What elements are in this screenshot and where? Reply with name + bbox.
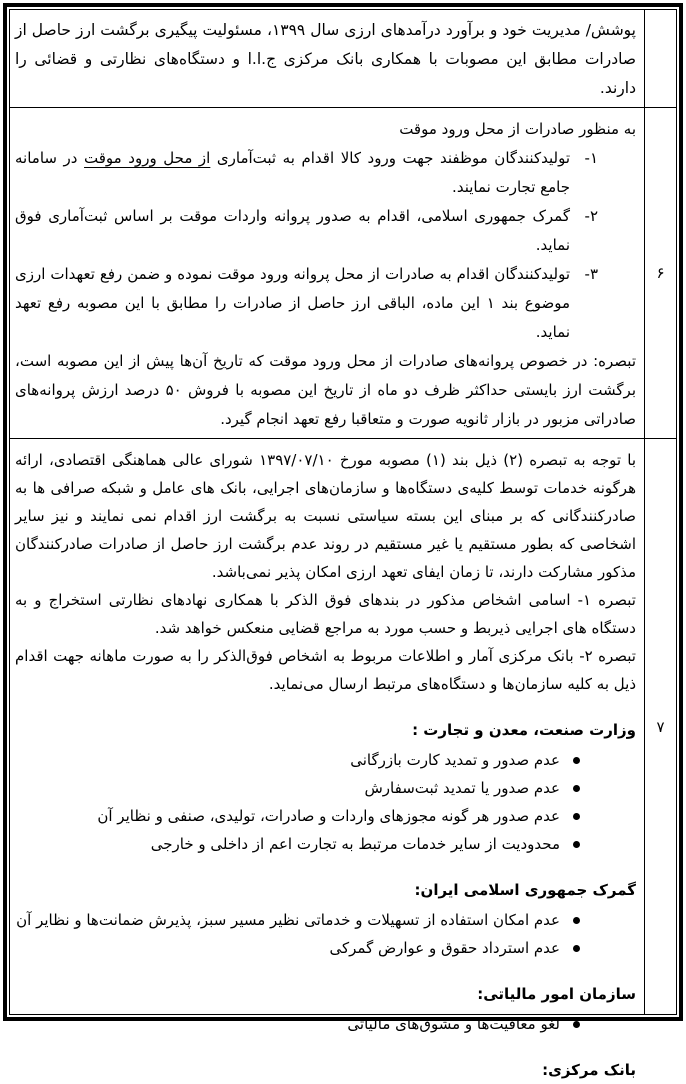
item-text: تولیدکنندگان اقدام به صادرات از محل پروانه ورود موقت نموده و ضمن رفع تعهدات ارزی موضوع بند ۱ این ماده، الباقی ارز حاصل از صادرات را مطابق با این مصوبه رفع تعهد نماید. bbox=[15, 265, 570, 341]
item-text-segment: در سامانه جامع تجارت نمایند. bbox=[15, 149, 570, 196]
bullet-dot-icon bbox=[560, 830, 580, 858]
paragraph: به منظور صادرات از محل ورود موقت bbox=[399, 120, 636, 138]
row-number-cell bbox=[644, 108, 676, 438]
bullet-item bbox=[15, 1010, 636, 1038]
bullet-item bbox=[15, 774, 636, 802]
numbered-item bbox=[15, 202, 636, 260]
bullet-item bbox=[15, 802, 636, 830]
document-table bbox=[9, 9, 677, 1079]
bullet-item bbox=[15, 746, 636, 774]
row-number: ۷ bbox=[656, 717, 665, 736]
item-text bbox=[15, 144, 570, 202]
table-row-7 bbox=[10, 438, 676, 1079]
item-number: ۳- bbox=[584, 265, 598, 283]
bullet-text: عدم صدور و تمدید کارت بازرگانی bbox=[350, 751, 560, 769]
table-row-6 bbox=[10, 107, 676, 438]
underlined-phrase: از محل ورود موقت bbox=[84, 149, 211, 167]
section-heading: سازمان امور مالیاتی: bbox=[477, 985, 636, 1003]
bullet-list bbox=[15, 746, 636, 858]
item-text-segment: تولیدکنندگان موظفند جهت ورود کالا اقدام به ثبت‌آماری bbox=[210, 149, 570, 167]
bullet-list bbox=[15, 906, 636, 962]
numbered-item bbox=[15, 260, 636, 347]
bullet-text: عدم صدور هر گونه مجوزهای واردات و صادرات، تولیدی، صنفی و نظایر آن bbox=[97, 807, 560, 825]
section-heading: وزارت صنعت، معدن و تجارت : bbox=[412, 721, 636, 739]
bullet-dot-icon bbox=[560, 906, 580, 934]
section-heading: گمرک جمهوری اسلامی ایران: bbox=[414, 881, 636, 899]
bullet-item bbox=[15, 830, 636, 858]
numbered-item bbox=[15, 144, 636, 202]
bullet-dot-icon bbox=[560, 1010, 580, 1038]
bullet-text: عدم استرداد حقوق و عوارض گمرکی bbox=[329, 939, 560, 957]
item-number: ۱- bbox=[584, 149, 598, 167]
bullet-dot-icon bbox=[560, 774, 580, 802]
item-number: ۲- bbox=[584, 207, 598, 225]
row-number: ۶ bbox=[656, 264, 665, 282]
paragraph: تبصره ۲- بانک مرکزی آمار و اطلاعات مربوط به اشخاص فوق‌الذکر را به صورت ماهانه جهت اقدام ذیل به کلیه سازمان‌ها و دستگاه‌های مرتبط ارسال می‌نماید. bbox=[15, 647, 636, 693]
table-row-continued bbox=[10, 10, 676, 107]
row-number-cell bbox=[644, 10, 676, 107]
paragraph: تبصره ۱- اسامی اشخاص مذکور در بندهای فوق الذکر با همکاری نهادهای نظارتی استخراج و به دستگاه های اجرایی ذیربط و حسب مورد به مراجع قضایی منعکس خواهد شد. bbox=[15, 591, 636, 637]
bullet-dot-icon bbox=[560, 746, 580, 774]
row-content bbox=[10, 10, 644, 107]
paragraph: پوشش/ مدیریت خود و برآورد درآمدهای ارزی سال ۱۳۹۹، مسئولیت پیگیری برگشت ارز حاصل از صادرات مطابق این مصوبات با همکاری بانک مرکزی ج.ا.ا و دستگاه‌های نظارتی و قضائی را دارند. bbox=[15, 21, 636, 97]
section-heading: بانک مرکزی: bbox=[542, 1061, 636, 1079]
bullet-item bbox=[15, 906, 636, 934]
bullet-dot-icon bbox=[560, 802, 580, 830]
bullet-text: عدم صدور یا تمدید ثبت‌سفارش bbox=[364, 779, 560, 797]
paragraph: تبصره: در خصوص پروانه‌های صادرات از محل ورود موقت که تاریخ آن‌ها پیش از این مصوبه است، برگشت ارز بایستی حداکثر ظرف دو ماه از تاریخ این مصوبه با فروش ۵۰ درصد ارزش پروانه‌های صادراتی مزبور در بازار ثانویه صورت و متعاقبا رفع تعهد انجام گیرد. bbox=[15, 352, 636, 428]
bullet-list bbox=[15, 1010, 636, 1038]
bullet-text: محدودیت از سایر خدمات مرتبط به تجارت اعم از داخلی و خارجی bbox=[150, 835, 560, 853]
item-text: گمرک جمهوری اسلامی، اقدام به صدور پروانه واردات موقت بر اساس ثبت‌آماری فوق نماید. bbox=[15, 207, 570, 254]
row-content bbox=[10, 439, 644, 1079]
row-content bbox=[10, 108, 644, 438]
bullet-text: لغو معافیت‌ها و مشوق‌های مالیاتی bbox=[347, 1015, 560, 1033]
bullet-text: عدم امکان استفاده از تسهیلات و خدماتی نظیر مسیر سبز، پذیرش ضمانت‌ها و نظایر آن bbox=[16, 911, 560, 929]
row-number-cell bbox=[644, 439, 676, 1014]
bullet-dot-icon bbox=[560, 934, 580, 962]
bullet-item bbox=[15, 934, 636, 962]
paragraph: با توجه به تبصره (۲) ذیل بند (۱) مصوبه مورخ ۱۳۹۷/۰۷/۱۰ شورای عالی هماهنگی اقتصادی، ارائه هرگونه خدمات توسط کلیه‌ی دستگاه‌ها و سازمان‌های اجرایی، بانک های عامل و شبکه صرافی ها به صادرکنندگانی که بر مبنای این بسته سیاستی نسبت به برگشت ارز اقدام نمی نمایند و نیز سایر اشخاصی که بطور مستقیم یا غیر مستقیم در روند عدم برگشت ارز حاصل از صادرات صادرکنندگان مذکور مشارکت دارند، تا زمان ایفای تعهد ارزی امکان پذیر نمی‌باشد. bbox=[15, 451, 637, 581]
